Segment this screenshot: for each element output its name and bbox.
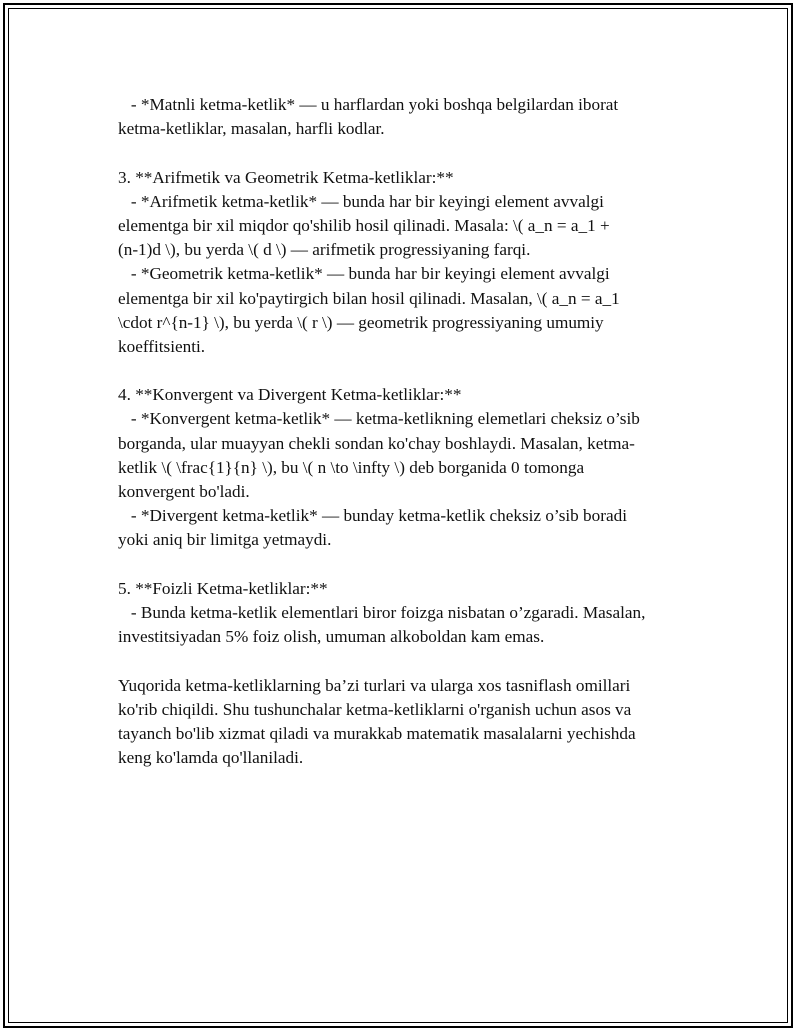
- text-line: \cdot r^{n-1} \), bu yerda \( r \) — geometrik progressiyaning umumiy: [118, 312, 604, 332]
- text-line: Yuqorida ketma-ketliklarning ba’zi turlari va ularga xos tasniflash omillari: [118, 675, 631, 695]
- text-line: ko'rib chiqildi. Shu tushunchalar ketma-ketliklarni o'rganish uchun asos va: [118, 699, 632, 719]
- text-line: - *Divergent ketma-ketlik* — bunday ketma-ketlik cheksiz o’sib boradi: [118, 506, 627, 526]
- text-line: elementga bir xil miqdor qo'shilib hosil qilinadi. Masala: \( a_n = a_1 +: [118, 215, 610, 235]
- text-line: yoki aniq bir limitga yetmaydi.: [118, 530, 332, 550]
- text-line: - *Matnli ketma-ketlik* — u harflardan yoki boshqa belgilardan iborat: [118, 95, 619, 114]
- section-heading: 4. **Konvergent va Divergent Ketma-ketliklar:**: [118, 385, 462, 405]
- text-line: tayanch bo'lib xizmat qiladi va murakkab matematik masalalarni yechishda: [118, 723, 636, 743]
- section-heading: 5. **Foizli Ketma-ketliklar:**: [118, 578, 328, 598]
- blank-line: [118, 359, 698, 383]
- section-heading: 3. **Arifmetik va Geometrik Ketma-ketliklar:**: [118, 167, 454, 187]
- text-line: - *Arifmetik ketma-ketlik* — bunda har bir keyingi element avvalgi: [118, 191, 604, 211]
- text-line: borganda, ular muayyan chekli sondan ko'chay boshlaydi. Masalan, ketma-: [118, 433, 635, 453]
- text-line: konvergent bo'ladi.: [118, 482, 250, 501]
- text-line: - *Konvergent ketma-ketlik* — ketma-ketlikning elemetlari cheksiz o’sib: [118, 409, 640, 429]
- text-line: investitsiyadan 5% foiz olish, umuman alkoboldan kam emas.: [118, 627, 545, 647]
- text-line: koeffitsienti.: [118, 336, 206, 356]
- text-line: ketma-ketliklar, masalan, harfli kodlar.: [118, 119, 385, 139]
- blank-line: [118, 553, 698, 577]
- text-line: (n-1)d \), bu yerda \( d \) — arifmetik progressiyaning farqi.: [118, 240, 531, 260]
- text-line: ketlik \( \frac{1}{n} \), bu \( n \to \infty \) deb borganida 0 tomonga: [118, 457, 585, 477]
- blank-line: [118, 141, 698, 165]
- text-line: - Bunda ketma-ketlik elementlari biror foizga nisbatan o’zgaradi. Masalan,: [118, 602, 646, 622]
- blank-line: [118, 649, 698, 673]
- text-line: keng ko'lamda qo'llaniladi.: [118, 748, 304, 768]
- document-body: [118, 93, 698, 770]
- text-line: - *Geometrik ketma-ketlik* — bunda har bir keyingi element avvalgi: [118, 264, 610, 284]
- text-line: elementga bir xil ko'paytirgich bilan hosil qilinadi. Masalan, \( a_n = a_1: [118, 288, 620, 308]
